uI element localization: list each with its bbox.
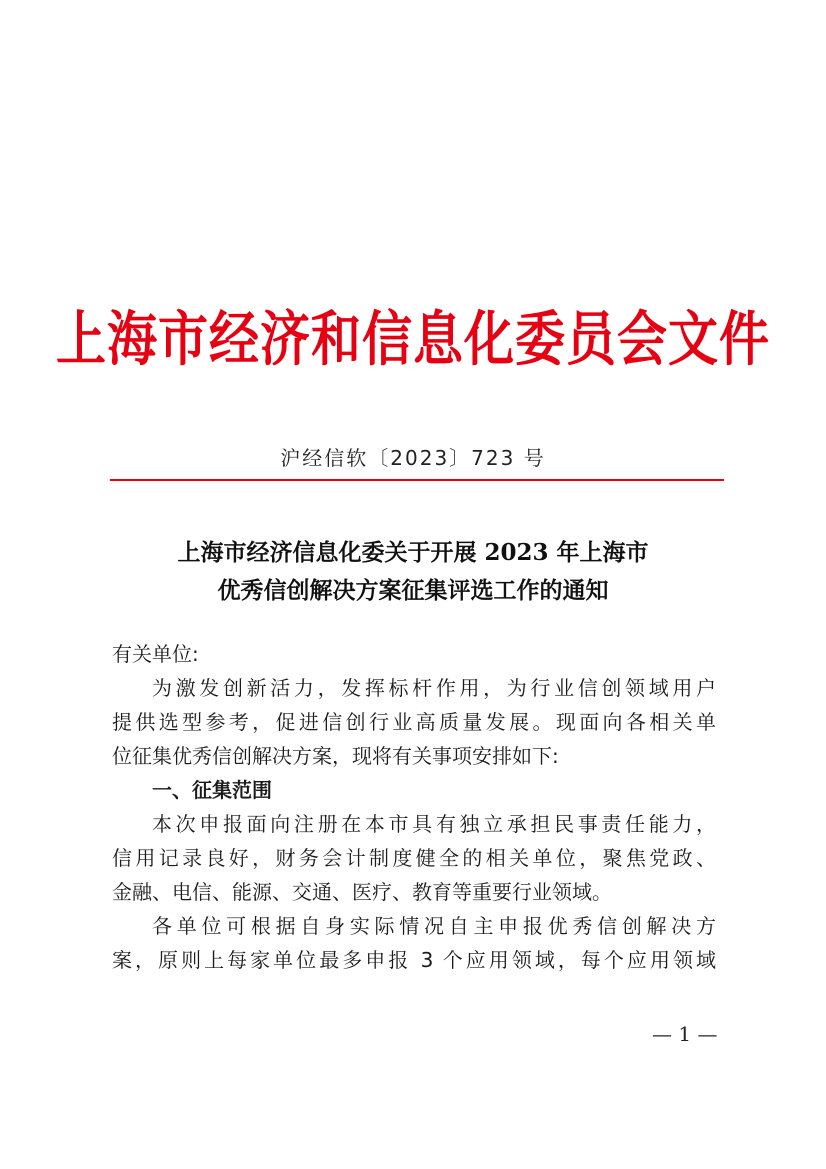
salutation: 有关单位: bbox=[112, 642, 199, 666]
paragraph-3-line-1: 各单位可根据自身实际情况自主申报优秀信创解决方 bbox=[152, 914, 716, 938]
paragraph-1-line-3: 位征集优秀信创解决方案，现将有关事项安排如下: bbox=[112, 744, 559, 768]
masthead-title: 上海市经济和信息化委员会文件 bbox=[56, 303, 770, 374]
paragraph-2-line-2: 信用记录良好，财务会计制度健全的相关单位，聚焦党政、 bbox=[112, 846, 716, 870]
page-number: — 1 — bbox=[652, 1022, 718, 1046]
paragraph-2-line-1: 本次申报面向注册在本市具有独立承担民事责任能力， bbox=[152, 812, 716, 836]
document-number: 沪经信软〔2023〕723 号 bbox=[280, 446, 546, 470]
section-heading-scope: 一、征集范围 bbox=[152, 778, 272, 802]
notice-title-line-2: 优秀信创解决方案征集评选工作的通知 bbox=[217, 577, 609, 604]
red-divider-line bbox=[110, 479, 724, 481]
notice-title-line-1: 上海市经济信息化委关于开展 2023 年上海市 bbox=[177, 539, 649, 566]
notice-title bbox=[0, 534, 826, 610]
paragraph-1-line-2: 提供选型参考，促进信创行业高质量发展。现面向各相关单 bbox=[112, 710, 716, 734]
paragraph-1-line-1: 为激发创新活力，发挥标杆作用，为行业信创领域用户 bbox=[152, 676, 716, 700]
paragraph-2-line-3: 金融、电信、能源、交通、医疗、教育等重要行业领域。 bbox=[112, 880, 612, 904]
paragraph-3-line-2: 案，原则上每家单位最多申报 3 个应用领域，每个应用领域 bbox=[112, 948, 716, 972]
notice-body bbox=[112, 637, 716, 977]
